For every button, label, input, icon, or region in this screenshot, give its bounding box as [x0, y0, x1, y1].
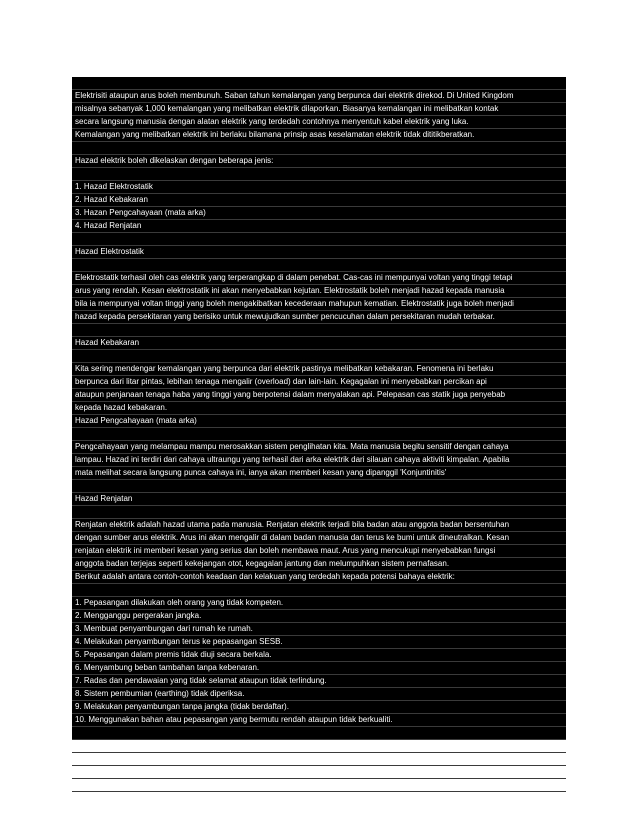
text-line: Renjatan elektrik adalah hazad utama pada manusia. Renjatan elektrik terjadi bila badan atau anggota badan bersentuhan: [72, 519, 566, 532]
text-line: 4. Melakukan penyambungan terus ke pepasangan SESB.: [72, 636, 566, 649]
text-line: Kemalangan yang melibatkan elektrik ini berlaku bilamana prinsip asas keselamatan elektrik tidak dititikberatkan.: [72, 129, 566, 142]
blank-row: [72, 77, 566, 90]
text-line: renjatan elektrik ini memberi kesan yang serius dan boleh membawa maut. Arus yang mencukupi menyebabkan fungsi: [72, 545, 566, 558]
text-line: Berikut adalah antara contoh-contoh keadaan dan kelakuan yang terdedah kepada potensi bahaya elektrik:: [72, 571, 566, 584]
text-line: 10. Menggunakan bahan atau pepasangan yang bermutu rendah ataupun tidak berkualiti.: [72, 714, 566, 727]
blank-row: [72, 324, 566, 337]
text-line: Hazad Kebakaran: [72, 337, 566, 350]
blank-row: [72, 727, 566, 740]
text-line: dengan sumber arus elektrik. Arus ini akan mengalir di dalam badan manusia dan terus ke bumi untuk dineutralkan. Kesan: [72, 532, 566, 545]
text-line: 7. Radas dan pendawaian yang tidak selamat ataupun tidak terlindung.: [72, 675, 566, 688]
text-line: 9. Melakukan penyambungan tanpa jangka (tidak berdaftar).: [72, 701, 566, 714]
blank-row: [72, 259, 566, 272]
blank-row: [72, 142, 566, 155]
text-line: Hazad Pengcahayaan (mata arka): [72, 415, 566, 428]
blank-row: [72, 753, 566, 766]
text-line: Pengcahayaan yang melampau mampu merosakkan sistem penglihatan kita. Mata manusia begitu sensitif dengan cahaya: [72, 441, 566, 454]
text-line: 2. Mengganggu pergerakan jangka.: [72, 610, 566, 623]
text-line: mata melihat secara langsung punca cahaya ini, ianya akan memberi kesan yang dipanggil 'Konjuntinitis': [72, 467, 566, 480]
text-line: 5. Pepasangan dalam premis tidak diuji secara berkala.: [72, 649, 566, 662]
blank-row: [72, 584, 566, 597]
text-line: Hazad Renjatan: [72, 493, 566, 506]
text-line: Hazad Elektrostatik: [72, 246, 566, 259]
text-line: lampau. Hazad ini terdiri dari cahaya ultraungu yang terhasil dari arka elektrik dari silauan cahaya aktiviti kimpalan. Apabila: [72, 454, 566, 467]
text-line: 4. Hazad Renjatan: [72, 220, 566, 233]
text-line: Elektrostatik terhasil oleh cas elektrik yang terperangkap di dalam penebat. Cas-cas ini mempunyai voltan yang tinggi tetapi: [72, 272, 566, 285]
text-line: 1. Pepasangan dilakukan oleh orang yang tidak kompeten.: [72, 597, 566, 610]
text-line: berpunca dari litar pintas, lebihan tenaga mengalir (overload) dan lain-lain. Kegagalan ini menyebabkan percikan api: [72, 376, 566, 389]
blank-row: [72, 350, 566, 363]
text-line: arus yang rendah. Kesan elektrostatik ini akan menyebabkan kejutan. Elektrostatik boleh menjadi hazad kepada manusia: [72, 285, 566, 298]
text-line: Elektrisiti ataupun arus boleh membunuh. Saban tahun kemalangan yang berpunca dari elektrik direkod. Di United Kingdom: [72, 90, 566, 103]
text-line: Kita sering mendengar kemalangan yang berpunca dari elektrik pastinya melibatkan kebakaran. Fenomena ini berlaku: [72, 363, 566, 376]
text-line: Kesan arus elektrik kepada badan manusia.: [72, 766, 566, 779]
text-line: 8. Sistem pembumian (earthing) tidak diperiksa.: [72, 688, 566, 701]
text-line: Sumber: Suruhanjaya Tenaga dan Komunikasi, Malaysia: [72, 740, 566, 753]
blank-row: [72, 506, 566, 519]
text-line: 1. Hazad Elektrostatik: [72, 181, 566, 194]
text-line: kepada hazad kebakaran.: [72, 402, 566, 415]
text-line: 3. Hazan Pengcahayaan (mata arka): [72, 207, 566, 220]
blank-row: [72, 480, 566, 493]
document-sheet: [72, 77, 566, 776]
text-line: bila ia mempunyai voltan tinggi yang boleh mengakibatkan kecederaan mahupun kematian. Elektrostatik juga boleh menjadi: [72, 298, 566, 311]
text-line: 6. Menyambung beban tambahan tanpa kebenaran.: [72, 662, 566, 675]
text-line: anggota badan terjejas seperti kekejangan otot, kegagalan jantung dan melumpuhkan sistem pernafasan.: [72, 558, 566, 571]
text-line: misalnya sebanyak 1,000 kemalangan yang melibatkan elektrik dilaporkan. Biasanya kemalangan ini melibatkan kontak: [72, 103, 566, 116]
blank-row: [72, 168, 566, 181]
text-line: Hazad elektrik boleh dikelaskan dengan beberapa jenis:: [72, 155, 566, 168]
blank-row: [72, 233, 566, 246]
text-line: 2. Hazad Kebakaran: [72, 194, 566, 207]
text-line: secara langsung manusia dengan alatan elektrik yang terdedah contohnya menyentuh kabel elektrik yang luka.: [72, 116, 566, 129]
text-line: ataupun penjanaan tenaga haba yang tinggi yang berpotensi dalam menyalakan api. Pelepasan cas statik juga penyebab: [72, 389, 566, 402]
blank-row: [72, 428, 566, 441]
text-line: 3. Membuat penyambungan dari rumah ke rumah.: [72, 623, 566, 636]
blank-row: [72, 779, 566, 792]
text-line: hazad kepada persekitaran yang berisiko untuk mewujudkan sumber pencucuhan dalam persekitaran mudah terbakar.: [72, 311, 566, 324]
